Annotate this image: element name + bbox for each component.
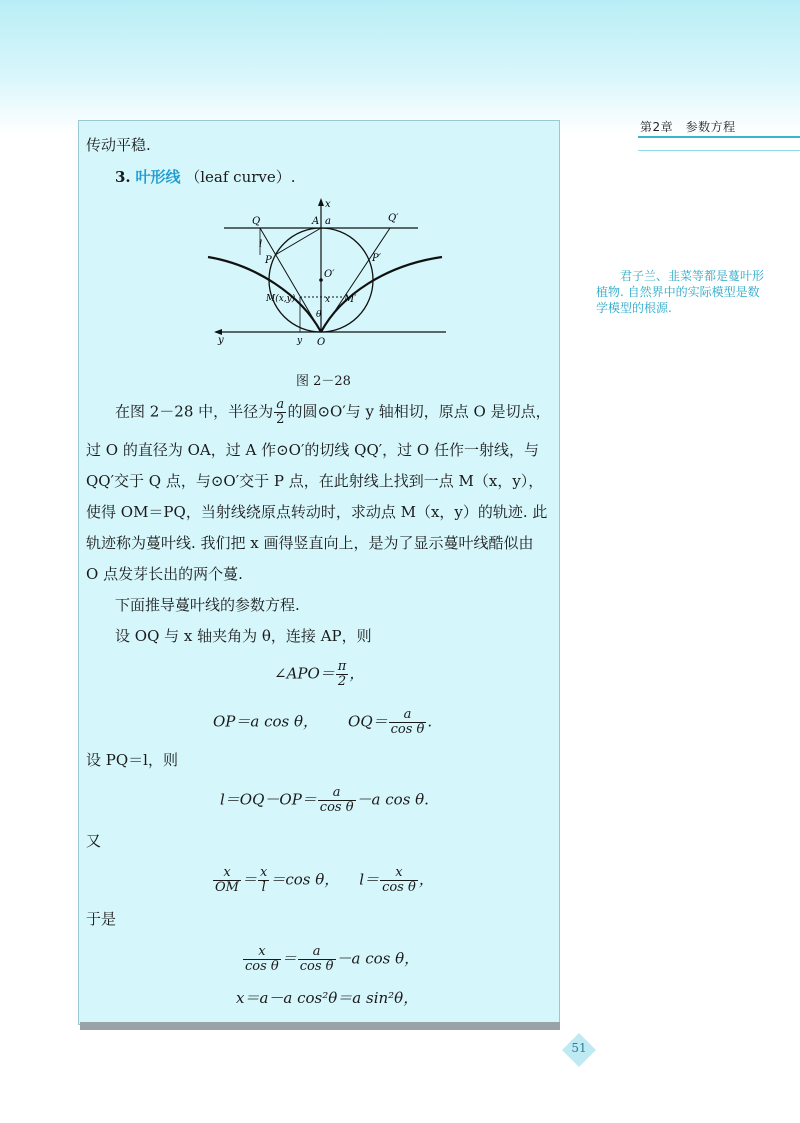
chord-ap [275,228,321,255]
equation-5 [242,945,419,974]
label-M-prime: M′ [344,294,357,305]
ray-oq-prime [321,228,390,332]
label-Q: Q [252,216,261,227]
label-M: M(x,y) [266,294,296,304]
eq4-eq: ＝ [241,870,257,889]
label-O-prime: O′ [324,269,335,280]
eq3-num: a [318,786,356,801]
equation-2 [213,708,432,737]
intro-text: 传动平稳. [86,136,151,154]
eq1-fraction [336,660,349,689]
eq4-end: ， [418,870,434,889]
eq4-l-eq: l＝ [359,870,380,889]
eq4-f2-num: x [259,865,268,880]
para1-line4: 使得 OM＝PQ，当射线绕原点转动时，求动点 M（x，y）的轨迹. 此 [86,503,548,521]
side-note: 君子兰、韭菜等都是蔓叶形植物. 自然界中的实际模型是数学模型的根源. [596,269,765,315]
eq1-num: π [337,659,347,674]
section-heading [115,166,296,187]
eq2-num: a [389,708,427,723]
para1-line3: QQ′交于 Q 点，与⊙O′交于 P 点，在此射线上找到一点 M（x，y）， [86,472,544,490]
eq5-eq: ＝ [281,949,297,968]
para2: 下面推导蔓叶线的参数方程. [115,596,300,614]
eq5-f2-den: cos θ [299,959,334,974]
eq4-f1-num: x [213,866,241,881]
eq5-fraction-1 [243,945,281,974]
eq3-lhs: l＝OQ－OP＝ [220,790,317,809]
top-banner [0,0,800,135]
eq3-fraction [318,786,356,815]
panel-shadow [80,1022,560,1030]
figure-caption: 图 2－28 [296,374,351,389]
eq5-f2-num: a [298,945,336,960]
eq4-f3-den: cos θ [382,880,416,895]
eq5-rhs: －a cos θ， [336,949,420,968]
equation-6: x＝a－a cos²θ＝a sin²θ， [236,989,419,1007]
label-y-small: y [297,336,303,346]
label-O: O [317,337,326,347]
label-P: P [265,255,272,266]
eq1-den: 2 [337,674,347,689]
para1-line1-a: 在图 2－28 中，半径为 [115,402,274,421]
label-x-small: x [325,295,331,305]
figure-leaf-curve [196,195,452,347]
para4: 设 PQ＝l，则 [86,751,178,769]
eq3-rhs: －a cos θ. [356,790,429,809]
eq2-fraction [389,708,427,737]
eq4-rhs1: ＝cos θ， [270,870,340,889]
section-number: 3. [115,168,131,186]
eq4-fraction-1 [213,866,241,895]
point-o-prime [319,278,323,282]
label-Q-prime: Q′ [388,213,399,224]
section-subtitle: （leaf curve）. [185,168,296,186]
chapter-rule-thin [638,150,800,151]
eq4-f2-den: l [261,880,266,895]
label-a: a [325,216,331,227]
fraction-a-over-2 [274,398,286,427]
eq4-fraction-2 [258,866,269,895]
eq2-left: OP＝a cos θ， [213,712,319,731]
chapter-rule [638,136,800,138]
eq5-fraction-2 [298,945,336,974]
para1-line5: 轨迹称为蔓叶线. 我们把 x 画得竖直向上，是为了显示蔓叶线酷似由 [86,534,534,552]
eq3-den: cos θ [319,800,354,815]
para1-line6: O 点发芽长出的两个蔓. [86,565,243,583]
x-axis-arrow-icon [318,198,324,206]
para5: 又 [86,832,102,850]
equation-1 [274,660,364,689]
frac-den: 2 [276,412,285,427]
eq4-f3-num: x [380,866,418,881]
label-P-prime: P′ [372,253,381,264]
label-x-axis: x [325,199,331,210]
label-A: A [312,216,320,227]
frac-num: a [274,398,286,413]
para1-line1-b: 的圆⊙O′与 y 轴相切，原点 O 是切点， [287,402,551,421]
para1-line1 [115,398,551,427]
para3: 设 OQ 与 x 轴夹角为 θ，连接 AP，则 [115,627,372,645]
eq1-end: ， [349,664,365,683]
para6: 于是 [86,910,117,928]
eq2-den: cos θ [390,722,425,737]
chapter-title: 第2章 参数方程 [640,120,736,134]
eq4-fraction-3 [380,866,418,895]
eq5-f1-den: cos θ [245,959,279,974]
label-theta: θ [316,310,322,320]
label-l: l [259,239,263,250]
eq5-f1-num: x [243,945,281,960]
cissoid-right-branch [321,257,442,332]
para1-line2: 过 O 的直径为 OA，过 A 作⊙O′的切线 QQ′，过 O 任作一射线，与 [86,441,539,459]
eq2-mid: OQ＝ [348,712,388,731]
cissoid-left-branch [208,257,321,332]
equation-3 [220,786,429,815]
eq4-f1-den: OM [215,880,239,895]
section-title: 叶形线 [135,168,181,186]
eq1-lhs: ∠APO＝ [274,664,335,683]
equation-4 [212,866,434,895]
eq2-end: . [427,712,433,731]
page-number: 51 [571,1041,587,1055]
label-y-axis: y [218,335,224,346]
